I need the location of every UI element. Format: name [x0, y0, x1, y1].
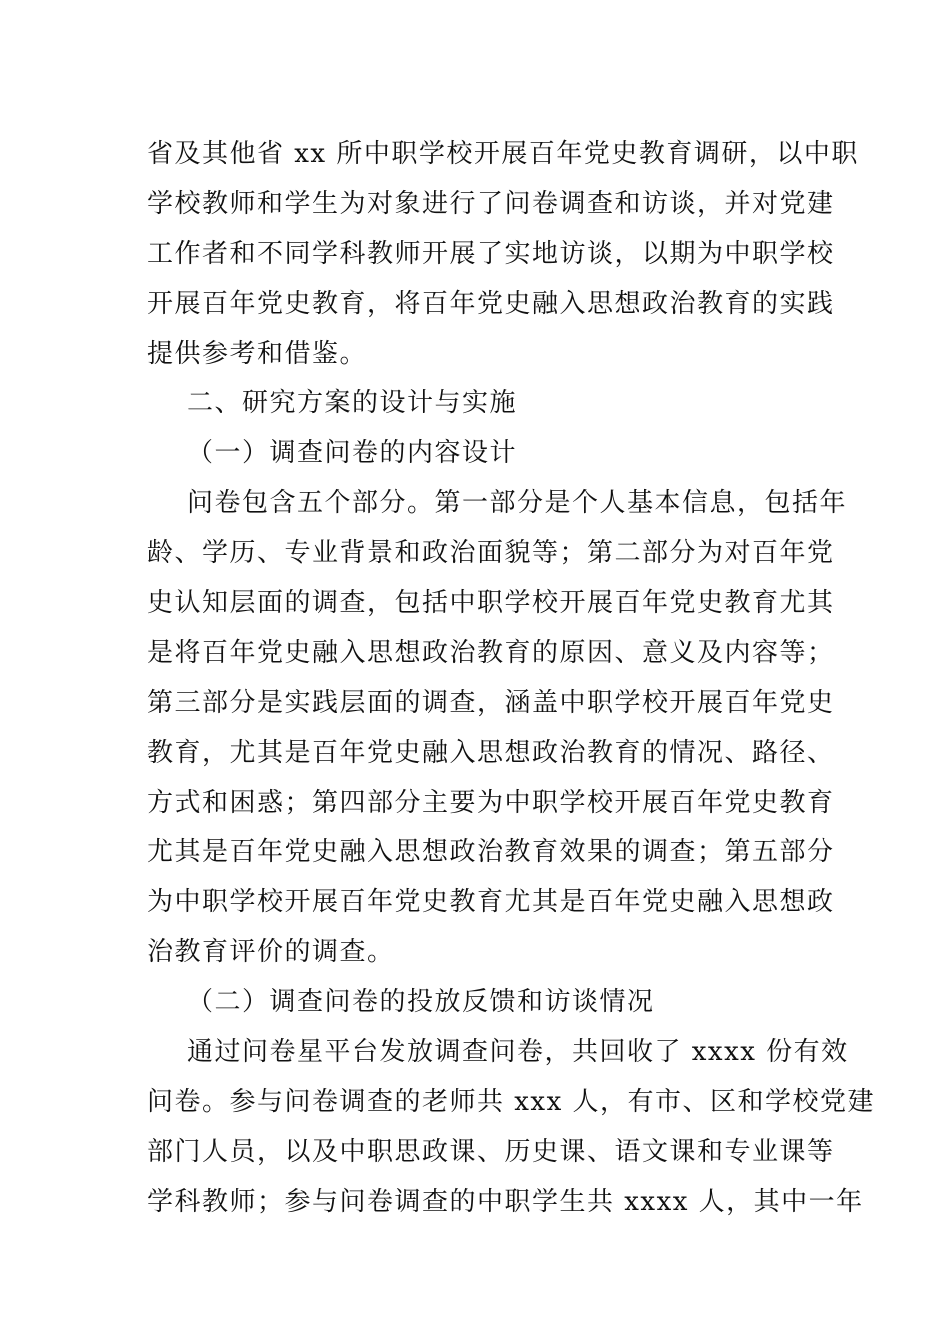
- paragraph-first-line: 问卷包含五个部分。第一部分是个人基本信息，包括年: [187, 488, 848, 519]
- body-line: 问卷。参与问卷调查的老师共 xxx 人，有市、区和学校党建: [147, 1086, 876, 1117]
- body-line: 龄、学历、专业背景和政治面貌等；第二部分为对百年党: [147, 538, 835, 569]
- body-line: 为中职学校开展百年党史教育尤其是百年党史融入思想政: [147, 887, 835, 918]
- body-line: 是将百年党史融入思想政治教育的原因、意义及内容等；: [147, 637, 835, 668]
- section-heading: 二、研究方案的设计与实施: [187, 388, 518, 419]
- body-line: 方式和困惑；第四部分主要为中职学校开展百年党史教育: [147, 787, 835, 818]
- body-line: 提供参考和借鉴。: [147, 338, 368, 369]
- body-line: 省及其他省 xx 所中职学校开展百年党史教育调研，以中职: [147, 139, 859, 169]
- body-line: 开展百年党史教育，将百年党史融入思想政治教育的实践: [147, 288, 835, 319]
- body-line: 第三部分是实践层面的调查，涵盖中职学校开展百年党史: [147, 687, 835, 718]
- subsection-heading: （二）调查问卷的投放反馈和访谈情况: [187, 987, 655, 1018]
- body-line: 治教育评价的调查。: [147, 937, 395, 968]
- body-line: 学校教师和学生为对象进行了问卷调查和访谈，并对党建: [147, 188, 835, 219]
- paragraph-first-line: 通过问卷星平台发放调查问卷，共回收了 xxxx 份有效: [187, 1037, 849, 1068]
- body-line: 工作者和不同学科教师开展了实地访谈，以期为中职学校: [147, 238, 835, 269]
- body-line: 教育，尤其是百年党史融入思想政治教育的情况、路径、: [147, 737, 835, 768]
- body-line: 部门人员，以及中职思政课、历史课、语文课和专业课等: [147, 1136, 835, 1167]
- document-body: [147, 130, 876, 1228]
- body-line: 史认知层面的调查，包括中职学校开展百年党史教育尤其: [147, 588, 835, 619]
- subsection-heading: （一）调查问卷的内容设计: [187, 438, 518, 469]
- body-line: 尤其是百年党史融入思想政治教育效果的调查；第五部分: [147, 837, 835, 868]
- body-line: 学科教师；参与问卷调查的中职学生共 xxxx 人，其中一年: [147, 1186, 864, 1217]
